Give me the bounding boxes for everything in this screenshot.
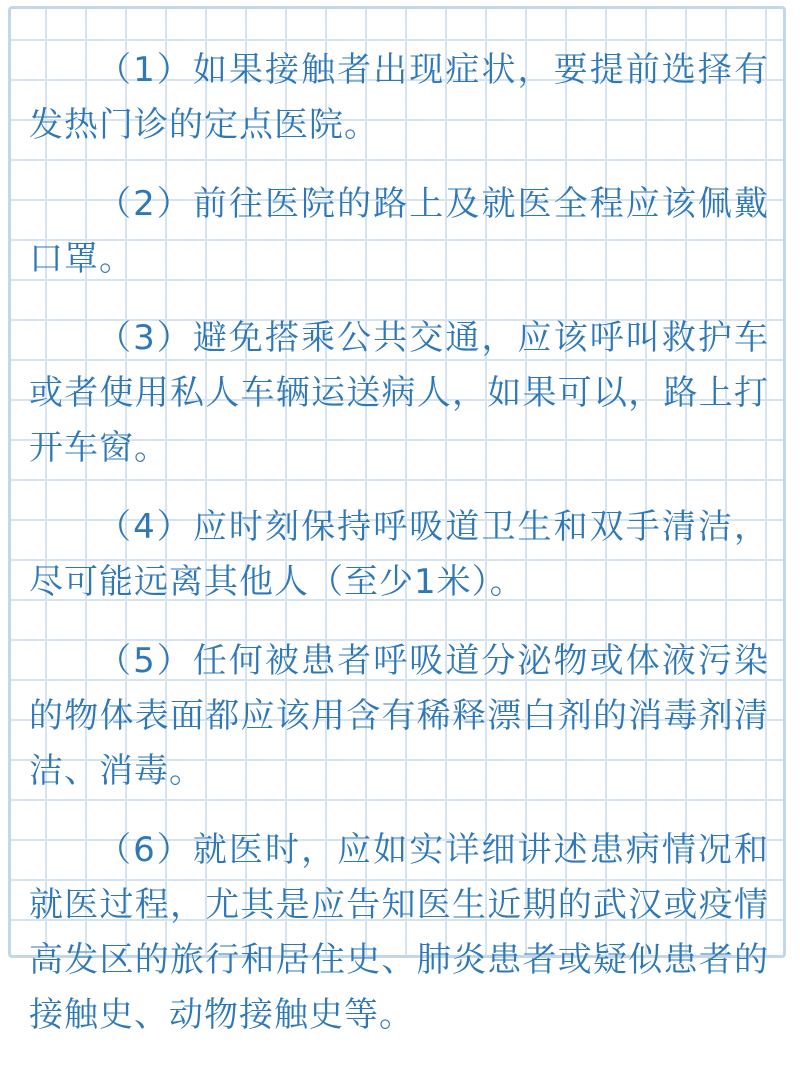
guidance-item-3: （3）避免搭乘公共交通，应该呼叫救护车或者使用私人车辆运送病人，如果可以，路上打开车窗。 (29, 318, 769, 468)
grid-paper-card (8, 6, 786, 1035)
guidance-item-1: （1）如果接触者出现症状，要提前选择有发热门诊的定点医院。 (29, 50, 769, 145)
guidance-item-6: （6）就医时，应如实详细讲述患病情况和就医过程，尤其是应告知医生近期的武汉或疫情高发区的旅行和居住史、肺炎患者或疑似患者的接触史、动物接触史等。 (29, 830, 769, 1035)
guidance-list (29, 43, 769, 1067)
guidance-item-5: （5）任何被患者呼吸道分泌物或体液污染的物体表面都应该用含有稀释漂白剂的消毒剂清洁、消毒。 (29, 641, 769, 791)
guidance-item-4: （4）应时刻保持呼吸道卫生和双手清洁，尽可能远离其他人（至少1米）。 (29, 507, 769, 602)
guidance-item-2: （2）前往医院的路上及就医全程应该佩戴口罩。 (29, 184, 769, 279)
